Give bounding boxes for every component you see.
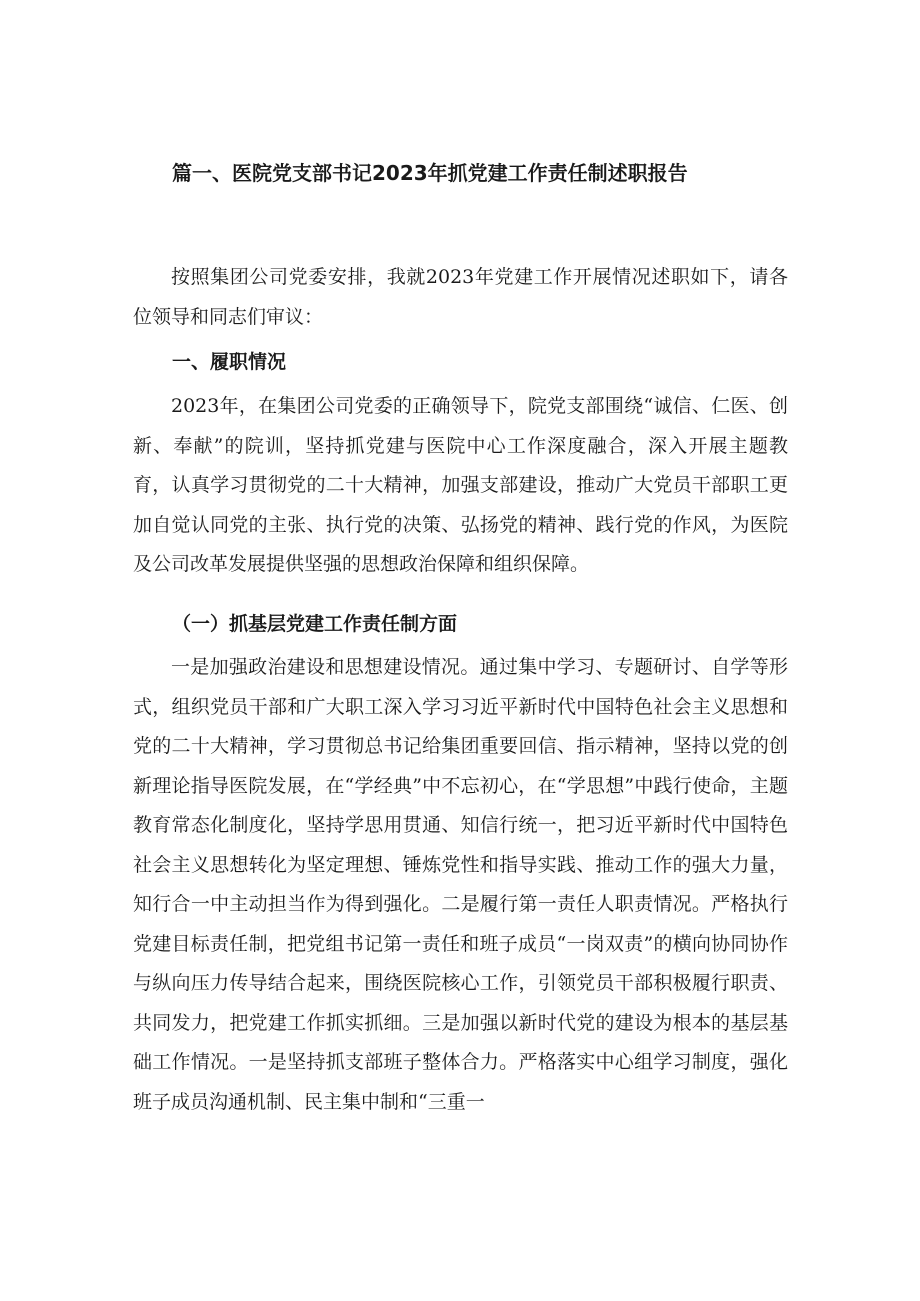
subsection-paragraph: 一是加强政治建设和思想建设情况。通过集中学习、专题研讨、自学等形式，组织党员干部和广大职工深入学习习近平新时代中国特色社会主义思想和党的二十大精神，学习贯彻总书记给集团重要回信、指示精神，坚持以党的创新理论指导医院发展，在“学经典”中不忘初心，在“学思想”中践行使命，主题教育常态化制度化，坚持学思用贯通、知信行统一，把习近平新时代中国特色社会主义思想转化为坚定理想、锤炼党性和指导实践、推动工作的强大力量，知行合一中主动担当作为得到强化。二是履行第一责任人职责情况。严格执行党建目标责任制，把党组书记第一责任和班子成员“一岗双责”的横向协同协作与纵向压力传导结合起来，围绕医院核心工作，引领党员干部积极履行职责、共同发力，把党建工作抓实抓细。三是加强以新时代党的建设为根本的基层基础工作情况。一是坚持抓支部班子整体合力。严格落实中心组学习制度，强化班子成员沟通机制、民主集中制和“三重一 — [133, 656, 788, 1113]
subsection-heading: （一）抓基层党建工作责任制方面 — [172, 613, 458, 635]
intro-paragraph: 按照集团公司党委安排，我就2023年党建工作开展情况述职如下，请各位领导和同志们审议： — [133, 266, 788, 328]
section-heading-performance: 一、履职情况 — [172, 351, 287, 373]
document-title: 篇一、医院党支部书记2023年抓党建工作责任制述职报告 — [172, 161, 688, 185]
section-paragraph: 2023年，在集团公司党委的正确领导下，院党支部围绕“诚信、仁医、创新、奉献”的院训，坚持抓党建与医院中心工作深度融合，深入开展主题教育，认真学习贯彻党的二十大精神，加强支部建设，推动广大党员干部职工更加自觉认同党的主张、执行党的决策、弘扬党的精神、践行党的作风，为医院及公司改革发展提供坚强的思想政治保障和组织保障。 — [133, 395, 788, 575]
